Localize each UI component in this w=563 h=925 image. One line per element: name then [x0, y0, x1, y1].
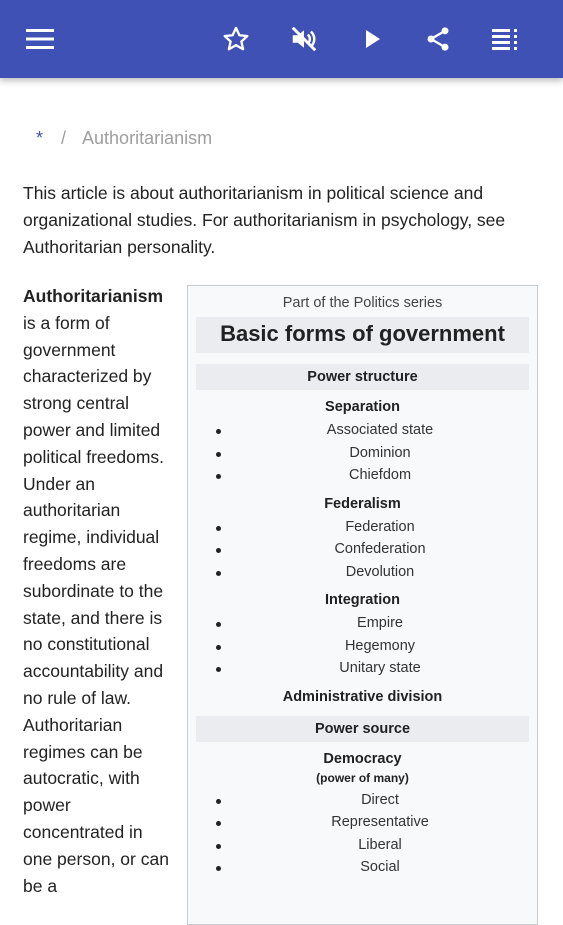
breadcrumb-separator: /	[61, 128, 67, 148]
list-item[interactable]: Federation	[188, 516, 537, 539]
article-subject: Authoritarianism	[23, 286, 164, 306]
power-source-header: Power source	[196, 716, 529, 742]
integration-list	[188, 612, 537, 680]
separation-label[interactable]: Separation	[325, 399, 400, 415]
breadcrumb	[36, 128, 212, 149]
series-label: Part of the Politics series	[282, 295, 443, 311]
separation-list	[188, 419, 537, 487]
app-toolbar	[0, 0, 563, 78]
list-item[interactable]: Unitary state	[188, 657, 537, 680]
power-structure-header: Power structure	[196, 364, 529, 390]
menu-icon[interactable]	[18, 17, 62, 61]
lead-paragraph	[23, 283, 175, 899]
star-icon[interactable]	[214, 17, 258, 61]
list-item[interactable]: Direct	[188, 789, 537, 812]
infobox-title: Basic forms of government	[196, 317, 529, 353]
democracy-list	[188, 789, 537, 879]
play-icon[interactable]	[350, 17, 394, 61]
hatnote: This article is about authoritarianism in political science and organizational studies. For authoritarianism in psychology, see Authoritarian personality.	[23, 183, 506, 257]
breadcrumb-home-link[interactable]: *	[36, 128, 44, 148]
federalism-list	[188, 516, 537, 584]
integration-label[interactable]: Integration	[325, 592, 400, 608]
list-item[interactable]: Devolution	[188, 561, 537, 584]
democracy-label[interactable]: Democracy	[323, 750, 402, 767]
list-item[interactable]: Representative	[188, 811, 537, 834]
breadcrumb-current: Authoritarianism	[82, 128, 213, 148]
list-item[interactable]: Dominion	[188, 442, 537, 465]
list-item[interactable]: Associated state	[188, 419, 537, 442]
mute-icon[interactable]	[282, 17, 326, 61]
federalism-label[interactable]: Federalism	[324, 495, 401, 512]
politics-infobox	[187, 285, 538, 925]
administrative-division-label[interactable]: Administrative division	[282, 688, 443, 705]
list-item[interactable]: Empire	[188, 612, 537, 635]
list-item[interactable]: Confederation	[188, 538, 537, 561]
list-item[interactable]: Hegemony	[188, 635, 537, 658]
lead-text: is a form of government characterized by strong central power and limited political freedoms. Under an authoritarian regime, individual freedoms are subordinate to the state, and there is no constitutional accountability and no rule of law. Authoritarian regimes can be autocratic, with power concentrated in one person, or can be a	[23, 312, 169, 896]
contents-icon[interactable]	[484, 17, 528, 61]
democracy-note: (power of many)	[316, 770, 409, 785]
list-item[interactable]: Social	[188, 856, 537, 879]
share-icon[interactable]	[416, 17, 460, 61]
list-item[interactable]: Liberal	[188, 834, 537, 857]
list-item[interactable]: Chiefdom	[188, 464, 537, 487]
